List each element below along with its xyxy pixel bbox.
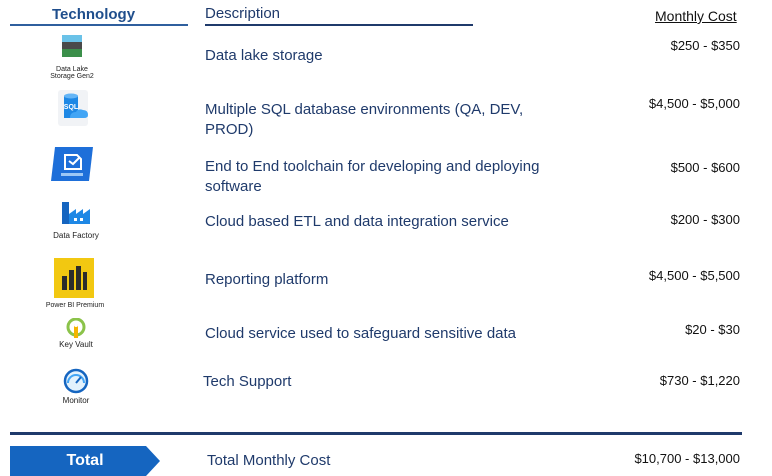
row-data-factory-icon-cell <box>48 200 104 240</box>
power-bi-icon <box>40 258 110 298</box>
key-vault-icon <box>48 318 104 340</box>
row-description: Cloud service used to safeguard sensitive data <box>205 325 517 342</box>
row-cost: $250 - $350 <box>670 38 740 53</box>
row-monitor-icon-cell <box>50 368 102 405</box>
power-bi-icon-label: Power BI Premium <box>45 302 105 309</box>
monitor-icon <box>50 368 102 394</box>
row-cost: $500 - $600 <box>670 160 740 175</box>
row-description: End to End toolchain for developing and deploying software <box>205 158 540 195</box>
row-key-vault-icon-cell <box>48 318 104 349</box>
row-cost: $4,500 - $5,500 <box>648 268 740 283</box>
data-factory-icon <box>48 200 104 226</box>
row-power-bi-icon-cell <box>40 258 110 309</box>
key-vault-icon-label: Key Vault <box>59 340 93 349</box>
sql-database-icon <box>56 88 90 128</box>
header-technology: Technology <box>52 6 136 23</box>
total-divider <box>10 432 742 435</box>
header-description: Description <box>205 5 281 22</box>
row-description: Multiple SQL database environments (QA, DEV, PROD) <box>205 101 524 138</box>
row-cost: $20 - $30 <box>685 322 740 337</box>
data-lake-icon-label: Data Lake Storage Gen2 <box>50 66 94 80</box>
row-data-lake-icon-cell <box>50 33 94 80</box>
row-description: Cloud based ETL and data integration service <box>205 213 509 230</box>
total-label: Total <box>66 452 104 469</box>
row-cost: $730 - $1,220 <box>659 373 740 388</box>
data-factory-icon-label: Data Factory <box>53 231 99 240</box>
row-description: Data lake storage <box>205 47 323 64</box>
row-description: Tech Support <box>203 373 292 390</box>
total-description: Total Monthly Cost <box>207 452 331 469</box>
header-rule-technology <box>10 24 188 26</box>
total-cost: $10,700 - $13,000 <box>634 451 740 466</box>
row-cost: $4,500 - $5,000 <box>648 96 740 111</box>
data-lake-icon <box>50 33 94 61</box>
row-cost: $200 - $300 <box>670 212 740 227</box>
svg-text:SQL: SQL <box>63 104 79 111</box>
header-monthly-cost: Monthly Cost <box>655 8 737 24</box>
row-description: Reporting platform <box>205 271 329 288</box>
monitor-icon-label: Monitor <box>62 396 90 405</box>
azure-devops-icon <box>49 145 97 183</box>
header-rule-description <box>205 24 473 26</box>
